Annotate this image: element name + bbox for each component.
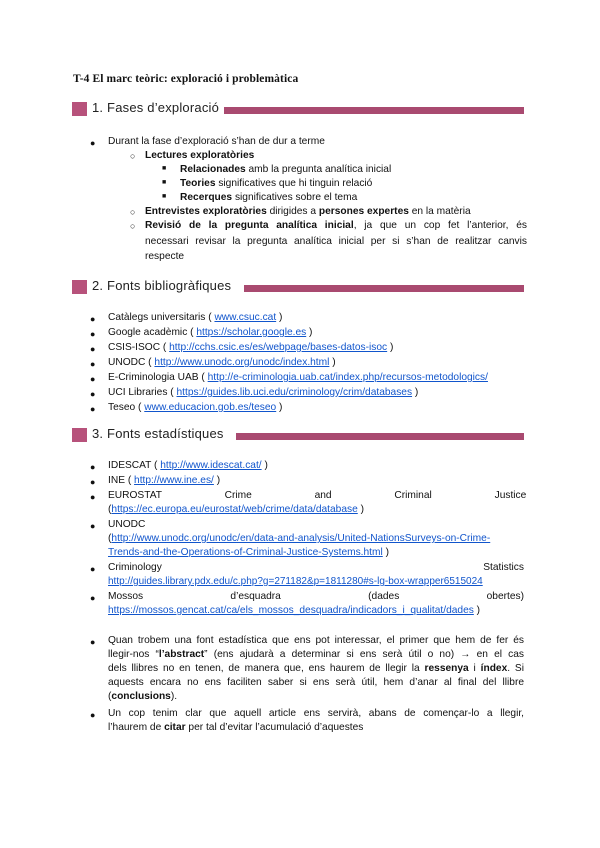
bullet-icon: ● bbox=[90, 462, 96, 472]
section-header-3 bbox=[72, 426, 524, 444]
link[interactable]: http://e-criminologia.uab.cat/index.php/recursos-metodologics/ bbox=[207, 372, 488, 383]
list-item: Revisió de la pregunta analítica inicial, ja que un cop fet l’anterior, és bbox=[145, 220, 527, 231]
list-item: UNODC ( http://www.unodc.org/unodc/index.html ) bbox=[108, 357, 336, 368]
page-title: T-4 El marc teòric: exploració i problemàtica bbox=[73, 73, 299, 85]
bullet-icon: ● bbox=[90, 359, 96, 369]
link[interactable]: http://guides.library.pdx.edu/c.php?g=271182&p=1811280#s-lg-box-wrapper6515024 bbox=[108, 576, 483, 587]
list-item-continuation: necessari revisar la pregunta analítica inicial per si s’han de realitzar canvis bbox=[145, 236, 527, 247]
list-item: UCI Libraries ( https://guides.lib.uci.edu/criminology/crim/databases ) bbox=[108, 387, 419, 398]
bullet-icon: ● bbox=[90, 637, 96, 647]
bullet-icon: ● bbox=[90, 404, 96, 414]
list-item-continuation: https://mossos.gencat.cat/ca/els_mossos_desquadra/indicadors_i_qualitat/dades ) bbox=[108, 605, 481, 616]
bullet-icon: ● bbox=[90, 477, 96, 487]
list-item: Teories significatives que hi tinguin relació bbox=[180, 178, 373, 189]
list-item: Teseo ( www.educacion.gob.es/teseo ) bbox=[108, 402, 283, 413]
list-item: E-Criminologia UAB ( http://e-criminologia.uab.cat/index.php/recursos-metodologics/ bbox=[108, 372, 488, 383]
section-marker bbox=[72, 102, 87, 116]
section-header-1 bbox=[72, 100, 524, 118]
bullet-icon: ● bbox=[90, 389, 96, 399]
paragraph-line: Quan trobem una font estadística que ens pot interessar, el primer que hem de fer és bbox=[108, 635, 524, 646]
list-item: Entrevistes exploratòries dirigides a persones expertes en la matèria bbox=[145, 206, 471, 217]
circle-bullet-icon: ○ bbox=[130, 151, 136, 161]
list-item-continuation: (http://www.unodc.org/unodc/en/data-and-analysis/United-NationsSurveys-on-Crime- bbox=[108, 533, 491, 544]
section-title: 3. Fonts estadístiques bbox=[92, 426, 224, 441]
list-item: Lectures exploratòries bbox=[145, 150, 255, 161]
bullet-icon: ● bbox=[90, 344, 96, 354]
bullet-icon: ● bbox=[90, 593, 96, 603]
paragraph-line: l’haurem de citar per tal d’evitar l’acumulació d’aquestes bbox=[108, 722, 364, 733]
section-header-2 bbox=[72, 278, 524, 296]
list-item: Mossos d’esquadra (dades obertes) bbox=[108, 591, 524, 602]
list-item: UNODC bbox=[108, 519, 146, 530]
section-marker bbox=[72, 280, 87, 294]
square-bullet-icon: ■ bbox=[162, 179, 167, 186]
bullet-icon: ● bbox=[90, 329, 96, 339]
list-item: Criminology Statistics bbox=[108, 562, 524, 573]
link[interactable]: http://www.idescat.cat/ bbox=[160, 460, 262, 471]
bullet-icon: ● bbox=[90, 492, 96, 502]
list-item: Google acadèmic ( https://scholar.google.es ) bbox=[108, 327, 313, 338]
list-item: Relacionades amb la pregunta analítica inicial bbox=[180, 164, 392, 175]
square-bullet-icon: ■ bbox=[162, 165, 167, 172]
list-item: IDESCAT ( http://www.idescat.cat/ ) bbox=[108, 460, 268, 471]
section-rule bbox=[244, 285, 524, 292]
section-marker bbox=[72, 428, 87, 442]
list-item: EUROSTAT Crime and Criminal Justice bbox=[108, 490, 527, 501]
link[interactable]: Trends-and-the-Operations-of-Criminal-Justice-Systems.html bbox=[108, 547, 383, 558]
square-bullet-icon: ■ bbox=[162, 193, 167, 200]
list-item-continuation: (https://ec.europa.eu/eurostat/web/crime/data/database ) bbox=[108, 504, 364, 515]
link[interactable]: www.csuc.cat bbox=[214, 312, 277, 323]
link[interactable]: https://scholar.google.es bbox=[196, 327, 307, 338]
list-item-continuation bbox=[108, 575, 483, 589]
circle-bullet-icon: ○ bbox=[130, 221, 136, 231]
link[interactable]: http://www.unodc.org/unodc/en/data-and-analysis/United-NationsSurveys-on-Crime- bbox=[111, 533, 491, 544]
list-item: INE ( http://www.ine.es/ ) bbox=[108, 475, 221, 486]
bullet-icon: ● bbox=[90, 374, 96, 384]
paragraph-line: Un cop tenim clar que aquell article ens servirà, abans de començar-lo a llegir, bbox=[108, 708, 524, 719]
bullet-icon: ● bbox=[90, 314, 96, 324]
link[interactable]: https://mossos.gencat.cat/ca/els_mossos_desquadra/indicadors_i_qualitat/dades bbox=[108, 605, 474, 616]
link[interactable]: www.educacion.gob.es/teseo bbox=[144, 402, 277, 413]
list-item-continuation: respecte bbox=[145, 251, 185, 262]
list-item-continuation: Trends-and-the-Operations-of-Criminal-Justice-Systems.html ) bbox=[108, 547, 389, 558]
section-title: 2. Fonts bibliogràfiques bbox=[92, 278, 232, 293]
bullet-icon: ● bbox=[90, 564, 96, 574]
link[interactable]: https://guides.lib.uci.edu/criminology/crim/databases bbox=[176, 387, 413, 398]
bullet-icon: ● bbox=[90, 138, 96, 148]
link[interactable]: https://ec.europa.eu/eurostat/web/crime/data/database bbox=[111, 504, 358, 515]
list-item: Catàlegs universitaris ( www.csuc.cat ) bbox=[108, 312, 283, 323]
circle-bullet-icon: ○ bbox=[130, 207, 136, 217]
list-item: Recerques significatives sobre el tema bbox=[180, 192, 358, 203]
list-item: CSIS-ISOC ( http://cchs.csic.es/es/webpage/bases-datos-isoc ) bbox=[108, 342, 394, 353]
bullet-icon: ● bbox=[90, 710, 96, 720]
section-rule bbox=[224, 107, 524, 114]
link[interactable]: http://cchs.csic.es/es/webpage/bases-datos-isoc bbox=[169, 342, 388, 353]
bullet-icon: ● bbox=[90, 521, 96, 531]
section-title: 1. Fases d’exploració bbox=[92, 100, 220, 115]
link[interactable]: http://www.unodc.org/unodc/index.html bbox=[154, 357, 330, 368]
link[interactable]: http://www.ine.es/ bbox=[134, 475, 214, 486]
paragraph-line: aquests encara no ens faciliten saber si ens serà útil, hem d’anar al final del llibre bbox=[108, 677, 524, 688]
section-rule bbox=[236, 433, 524, 440]
list-item: Durant la fase d’exploració s’han de dur a terme bbox=[108, 136, 325, 147]
paragraph-line: (conclusions). bbox=[108, 691, 178, 702]
paragraph-line: llegir-nos “l’abstract” (ens ajudarà a determinar si ens serà útil o no) → en el cas bbox=[108, 649, 524, 660]
paragraph-line: dels llibres no en tenen, de manera que, ens haurem de llegir la ressenya i índex. Si bbox=[108, 663, 524, 674]
